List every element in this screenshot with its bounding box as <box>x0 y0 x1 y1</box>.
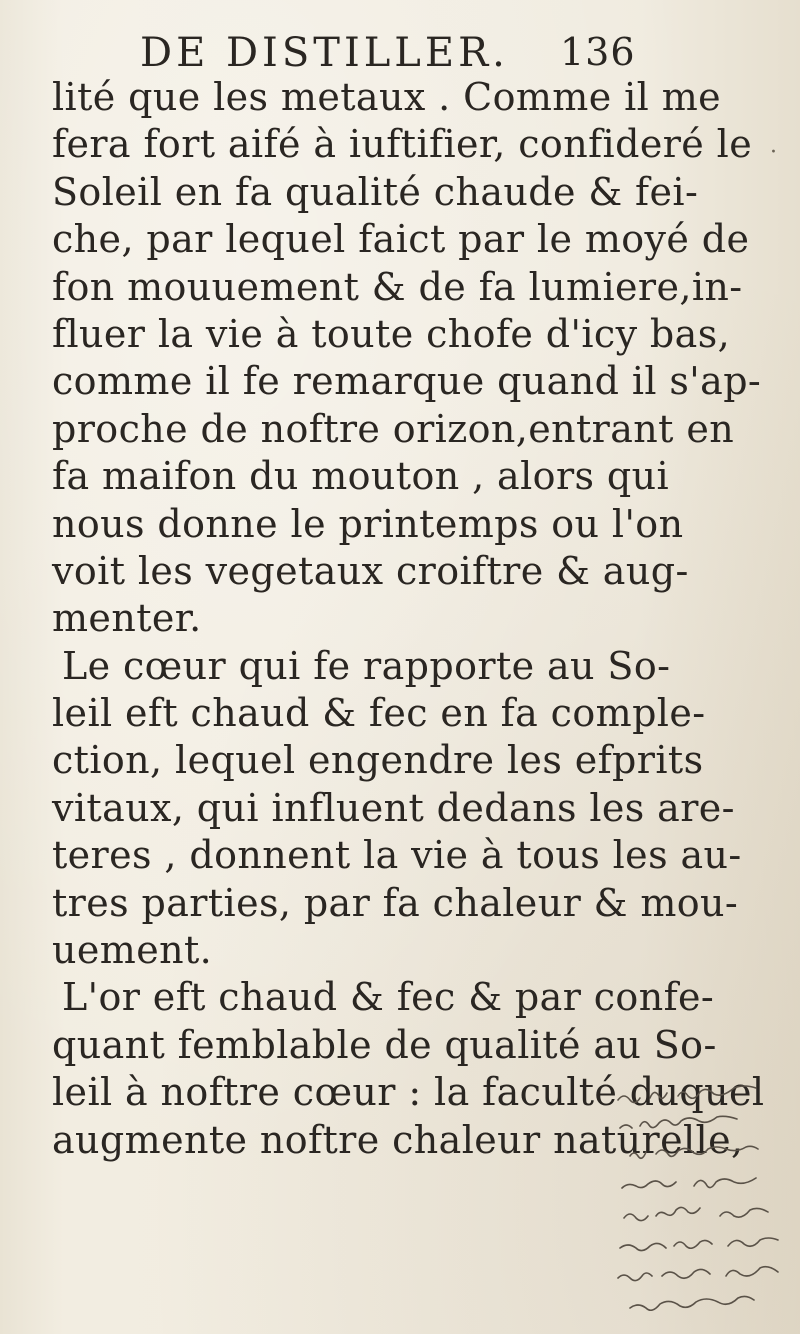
text-line: comme il fe remarque quand il s'ap- <box>52 359 762 404</box>
text-line: quant femblable de qualité au So- <box>52 1022 717 1067</box>
text-line: fa maifon du mouton , alors qui <box>52 454 670 499</box>
text-line: voit les vegetaux croiftre & aug- <box>52 548 689 593</box>
text-line: L'or eft chaud & fec & par confe- <box>62 975 715 1020</box>
body-text <box>52 74 765 1164</box>
text-line: lité que les metaux . Comme il me <box>52 75 722 119</box>
text-line: tres parties, par fa chaleur & mou- <box>52 880 739 925</box>
text-line: teres , donnent la vie à tous les au- <box>52 833 742 878</box>
text-line: nous donne le printemps ou l'on <box>52 501 684 546</box>
text-line: Le cœur qui fe rapporte au So- <box>62 643 671 688</box>
page-number: 136 <box>560 30 636 74</box>
text-line: ction, lequel engendre les efprits <box>52 738 704 783</box>
text-line: fluer la vie à toute chofe d'icy bas, <box>52 311 731 356</box>
text-line: che, par lequel faict par le moyé de <box>52 217 750 262</box>
text-line: leil à noftre cœur : la faculté duquel <box>52 1070 765 1115</box>
text-line: fera fort aifé à iuftifier, confideré le <box>52 122 753 167</box>
text-line: menter. <box>52 596 202 641</box>
text-line: augmente noftre chaleur naturelle, <box>52 1117 744 1162</box>
text-line: leil eft chaud & fec en fa comple- <box>52 691 706 736</box>
text-line: Soleil en fa qualité chaude & fei- <box>52 169 699 214</box>
text-line: vitaux, qui influent dedans les are- <box>52 785 735 830</box>
text-line: uement. <box>52 928 213 973</box>
handwritten-annotation <box>610 1070 800 1330</box>
margin-dot-mark: · <box>770 140 777 165</box>
text-line: proche de noftre orizon,entrant en <box>52 406 735 451</box>
text-line: fon mouuement & de fa lumiere,in- <box>52 264 743 309</box>
running-title: DE DISTILLER. <box>140 30 509 76</box>
